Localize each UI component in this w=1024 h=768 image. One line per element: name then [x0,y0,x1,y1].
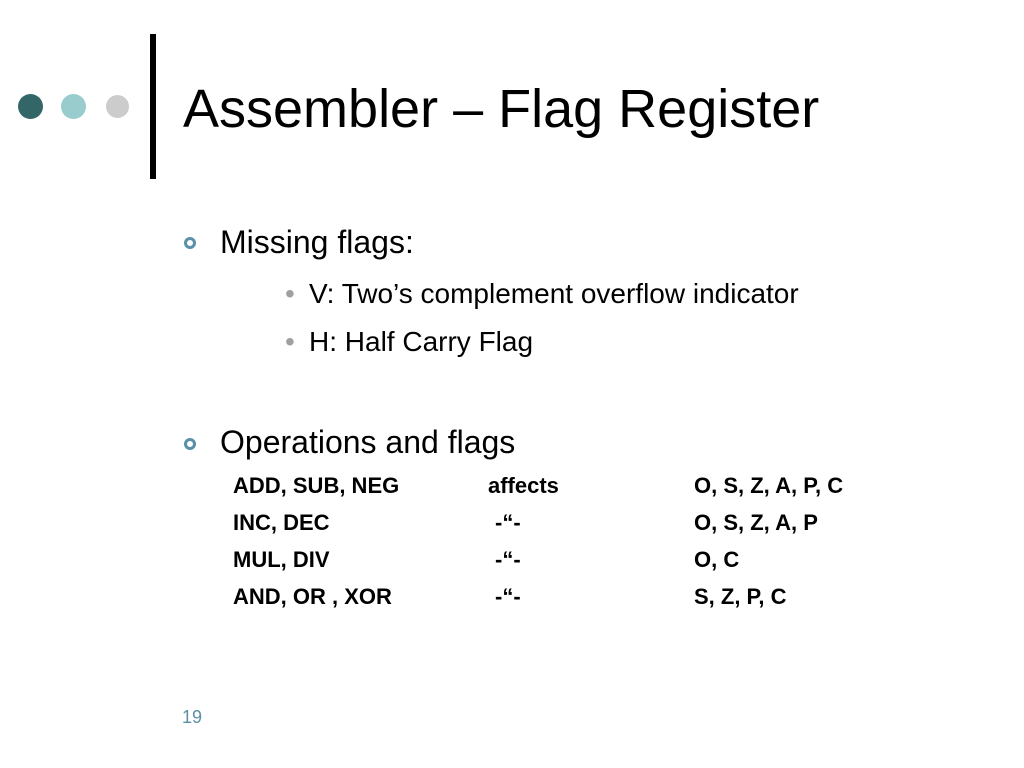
flags-cell: O, S, Z, A, P [694,510,818,535]
section-heading-operations: Operations and flags [220,424,516,460]
operations-cell: MUL, DIV [233,547,330,572]
flags-cell: O, S, Z, A, P, C [694,473,844,498]
flags-cell: S, Z, P, C [694,584,787,609]
list-item-text: V: Two’s complement overflow indicator [309,278,799,309]
decorative-dot-mid [61,94,86,119]
list-item-text: H: Half Carry Flag [309,326,534,357]
list-item [285,326,533,358]
list-item [285,278,799,310]
verb-cell: -“- [495,547,521,572]
operations-cell: ADD, SUB, NEG [233,473,400,498]
dot-bullet-icon: • [285,278,295,309]
decorative-dot-light [106,95,129,118]
dot-bullet-icon: • [285,326,295,357]
title-divider [150,34,156,179]
verb-cell: affects [488,473,559,498]
flags-cell: O, C [694,547,740,572]
decorative-dot-dark [18,94,43,119]
circle-bullet-icon [184,438,196,450]
section-heading-missing-flags: Missing flags: [220,224,414,260]
page-number: 19 [182,707,203,727]
verb-cell: -“- [495,584,521,609]
verb-cell: -“- [495,510,521,535]
operations-cell: INC, DEC [233,510,330,535]
slide-title: Assembler – Flag Register [183,79,820,139]
operations-cell: AND, OR , XOR [233,584,392,609]
circle-bullet-icon [184,237,196,249]
